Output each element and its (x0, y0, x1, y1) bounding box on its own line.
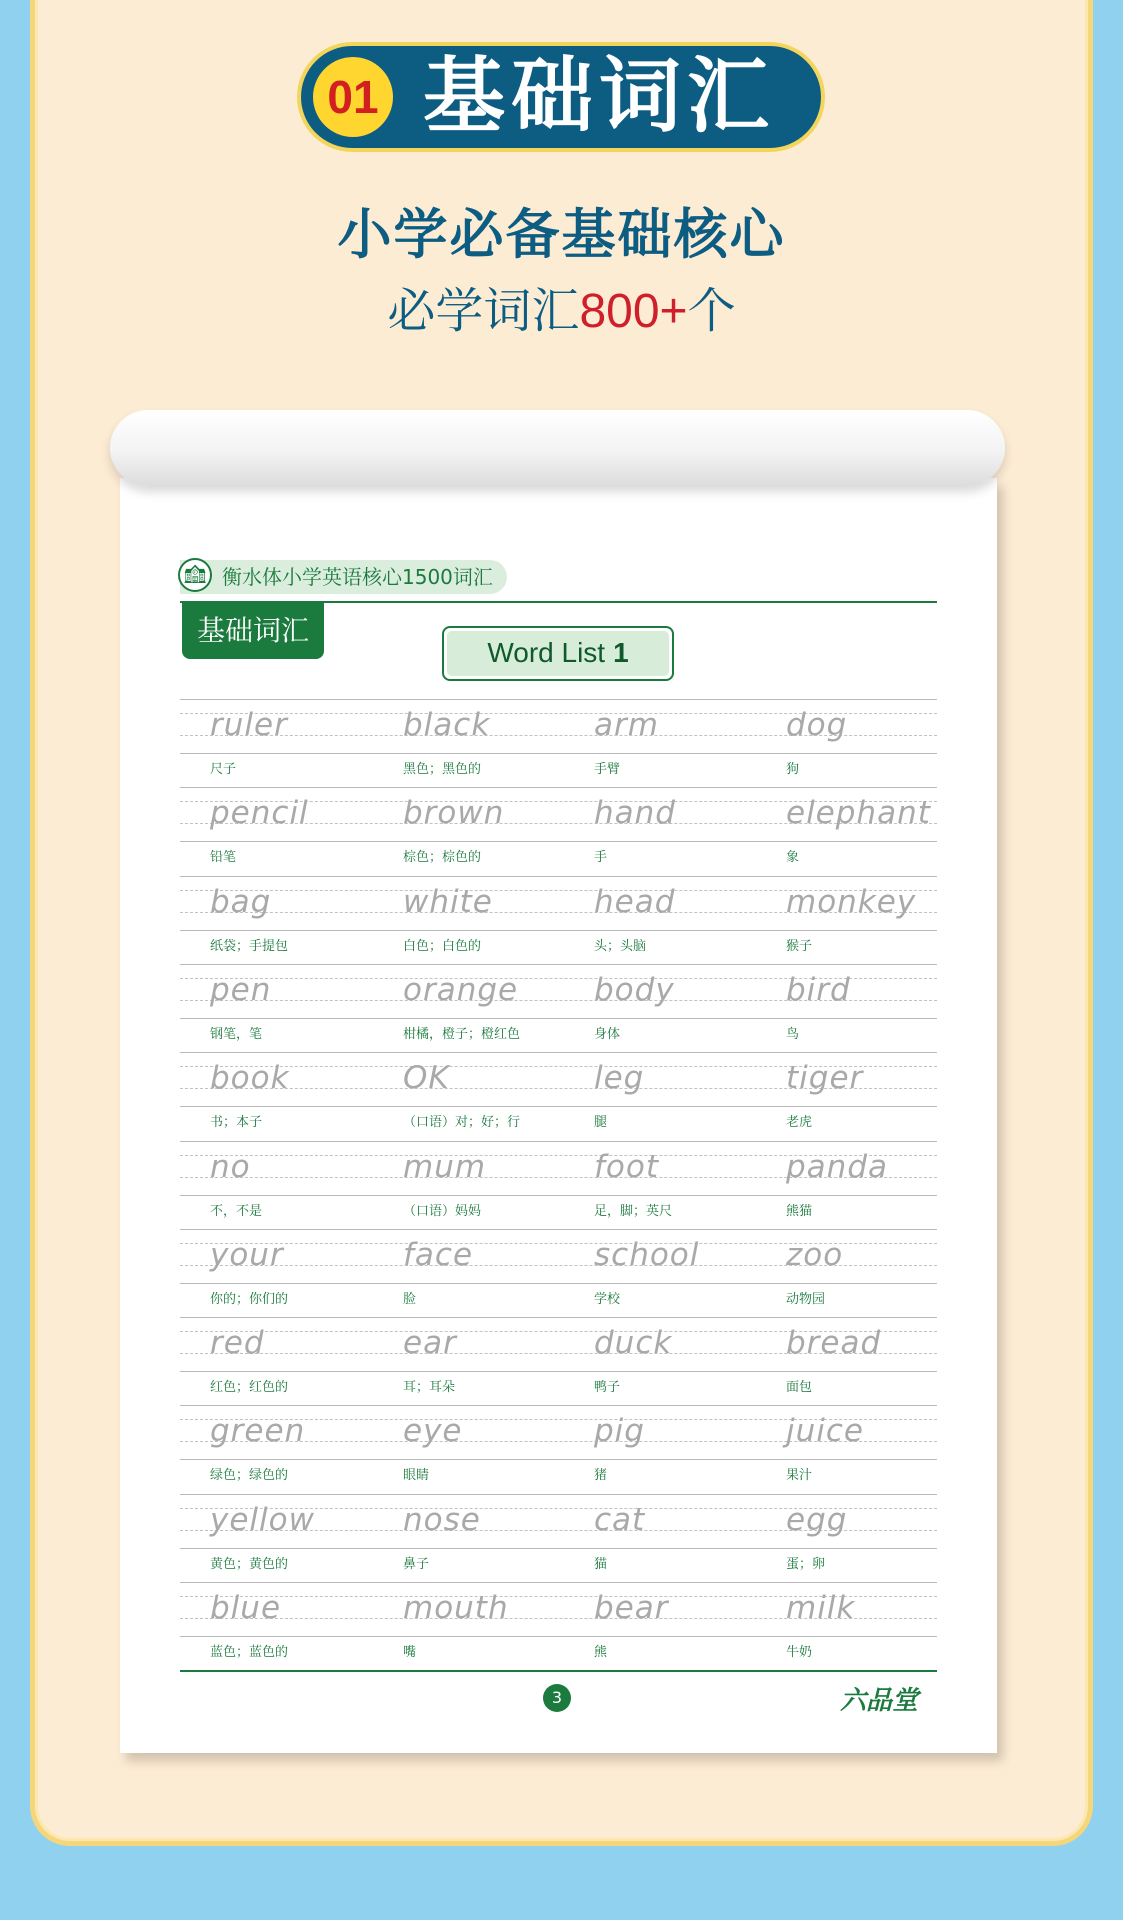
vocab-word: duck (594, 1325, 673, 1362)
vocab-meaning: 铅笔 (210, 850, 237, 866)
vocab-meaning: 动物园 (786, 1291, 826, 1307)
ruling-line (180, 1141, 937, 1142)
vocab-word: bread (786, 1325, 882, 1362)
ruling-line (180, 1317, 937, 1318)
ruling-line (180, 787, 937, 788)
vocab-meaning: 老虎 (786, 1115, 813, 1131)
vocab-meaning: 不，不是 (210, 1203, 263, 1219)
ruling-line (180, 1636, 937, 1637)
vocab-word: head (594, 883, 676, 920)
vocab-meaning: （口语）对；好；行 (403, 1115, 521, 1131)
vocab-word: monkey (786, 883, 917, 920)
vocab-meaning: 鼻子 (403, 1556, 430, 1572)
vocab-row (180, 1582, 937, 1670)
vocab-meaning: 手 (594, 850, 608, 866)
vocab-word: dog (786, 707, 848, 743)
headline: 小学必备基础核心 (337, 203, 786, 266)
vocab-word: red (210, 1325, 265, 1362)
vocab-meaning: 熊 (594, 1645, 608, 1660)
vocab-meaning: 黄色；黄色的 (210, 1556, 289, 1572)
vocab-word: zoo (786, 1236, 844, 1273)
vocab-meaning: 熊猫 (786, 1203, 813, 1219)
vocab-word: yellow (210, 1501, 315, 1538)
ruling-line (180, 876, 937, 877)
footer-divider (180, 1670, 937, 1672)
vocab-word: ruler (210, 707, 288, 743)
vocab-word: mouth (403, 1590, 509, 1626)
word-list-label (447, 631, 669, 676)
vocab-word: your (210, 1236, 284, 1273)
vocab-word: arm (594, 707, 659, 743)
vocab-meaning: 手臂 (594, 762, 621, 777)
vocab-word: OK (403, 1060, 450, 1097)
vocab-word: cat (594, 1501, 646, 1538)
vocab-meaning: 脸 (403, 1291, 417, 1307)
vocab-meaning: 眼睛 (403, 1468, 430, 1484)
vocab-meaning: 嘴 (403, 1645, 417, 1660)
subline-suffix: 个 (687, 283, 736, 339)
subline-highlight: 800+ (579, 285, 688, 338)
section-tab: 基础词汇 (182, 603, 324, 659)
vocab-word: no (210, 1148, 251, 1185)
vocab-row (180, 699, 937, 787)
vocab-meaning: 猪 (594, 1468, 608, 1484)
ruling-line (180, 753, 937, 754)
vocab-meaning: 象 (786, 850, 800, 866)
vocab-meaning: 学校 (594, 1291, 621, 1307)
vocab-word: ear (403, 1325, 457, 1362)
ruling-line (180, 1052, 937, 1053)
vocab-word: bear (594, 1590, 669, 1626)
section-banner (297, 42, 825, 152)
ruling-line (180, 841, 937, 842)
vocab-meaning: 面包 (786, 1380, 813, 1396)
vocab-word: hand (594, 795, 676, 832)
word-list-text: Word List (487, 637, 606, 668)
word-list-badge (442, 626, 674, 681)
ruling-line (180, 1018, 937, 1019)
vocab-meaning: 书；本子 (210, 1115, 263, 1131)
vocab-word: pen (210, 971, 272, 1008)
section-title: 基础词汇 (423, 49, 776, 144)
word-list-number: 1 (613, 637, 629, 668)
ruling-line (180, 1283, 937, 1284)
vocab-row (180, 1052, 937, 1140)
vocab-meaning: 牛奶 (786, 1645, 813, 1660)
vocab-word: body (594, 971, 675, 1008)
vocab-meaning: 黑色；黑色的 (403, 762, 482, 777)
paper-roll (110, 410, 1005, 486)
vocab-row (180, 1494, 937, 1582)
vocab-meaning: 绿色；绿色的 (210, 1468, 289, 1484)
page-number: 3 (543, 1684, 571, 1712)
ruling-line (180, 1106, 937, 1107)
ruling-line (180, 1229, 937, 1230)
vocab-word: pencil (210, 795, 309, 832)
ruling-line (180, 1371, 937, 1372)
vocab-meaning: 柑橘，橙子；橙红色 (403, 1026, 521, 1042)
vocab-word: elephant (786, 795, 931, 832)
vocab-word: tiger (786, 1060, 864, 1097)
vocab-meaning: 纸袋；手提包 (210, 938, 289, 954)
vocab-meaning: 蛋；卵 (786, 1556, 826, 1572)
vocab-word: mum (403, 1148, 487, 1185)
vocab-row (180, 1405, 937, 1493)
vocab-word: brown (403, 795, 505, 832)
vocab-meaning: 猫 (594, 1556, 608, 1572)
ruling-line (180, 1459, 937, 1460)
vocab-row (180, 1317, 937, 1405)
vocab-meaning: 头；头脑 (594, 938, 647, 954)
vocab-word: bag (210, 883, 272, 920)
ruling-line (180, 1548, 937, 1549)
vocab-meaning: 鸭子 (594, 1380, 621, 1396)
vocab-row (180, 876, 937, 964)
vocab-word: juice (786, 1413, 864, 1450)
vocab-meaning: 棕色；棕色的 (403, 850, 482, 866)
vocab-meaning: 红色；红色的 (210, 1380, 289, 1396)
vocab-meaning: 钢笔，笔 (210, 1026, 263, 1042)
book-header-title: 衡水体小学英语核心1500词汇 (222, 565, 493, 589)
vocab-row (180, 787, 937, 875)
vocab-word: orange (403, 971, 519, 1008)
ruling-line (180, 1582, 937, 1583)
vocab-word: leg (594, 1060, 645, 1097)
ruling-line (180, 930, 937, 931)
ruling-line (180, 699, 937, 700)
ruling-line (180, 964, 937, 965)
vocab-word: school (594, 1236, 700, 1273)
vocab-word: white (403, 883, 493, 920)
vocab-word: milk (786, 1590, 856, 1626)
vocab-meaning: 耳；耳朵 (403, 1380, 456, 1396)
vocab-meaning: （口语）妈妈 (403, 1203, 482, 1219)
subline-prefix: 必学词汇 (387, 283, 580, 339)
brand-logo: 六品堂 (840, 1686, 919, 1716)
vocab-meaning: 尺子 (210, 762, 237, 777)
vocab-row (180, 1141, 937, 1229)
vocab-word: nose (403, 1501, 481, 1538)
school-icon: 🏫︎ (178, 558, 212, 592)
ruling-line (180, 1195, 937, 1196)
vocab-word: blue (210, 1590, 282, 1626)
vocab-word: green (210, 1413, 306, 1450)
ruling-line (180, 1405, 937, 1406)
vocab-word: pig (594, 1413, 645, 1450)
vocab-meaning: 鸟 (786, 1026, 800, 1042)
ruling-line (180, 1494, 937, 1495)
vocab-meaning: 果汁 (786, 1468, 813, 1484)
vocab-meaning: 腿 (594, 1115, 608, 1131)
vocab-word: face (403, 1236, 474, 1273)
vocab-meaning: 你的；你们的 (210, 1291, 289, 1307)
vocab-meaning: 白色；白色的 (403, 938, 482, 954)
vocab-word: eye (403, 1413, 463, 1450)
vocab-word: bird (786, 971, 851, 1008)
vocab-row (180, 964, 937, 1052)
vocab-meaning: 身体 (594, 1026, 621, 1042)
vocab-word: panda (786, 1148, 888, 1185)
vocab-meaning: 狗 (786, 762, 800, 777)
vocab-meaning: 蓝色；蓝色的 (210, 1645, 289, 1660)
vocab-row (180, 1229, 937, 1317)
vocab-meaning: 足，脚；英尺 (594, 1203, 673, 1219)
section-number-badge: 01 (313, 57, 393, 137)
subline (0, 272, 1123, 341)
vocab-word: egg (786, 1501, 848, 1538)
vocab-word: book (210, 1060, 290, 1097)
vocab-meaning: 猴子 (786, 938, 813, 954)
vocab-word: black (403, 707, 491, 743)
vocab-word: foot (594, 1148, 660, 1185)
